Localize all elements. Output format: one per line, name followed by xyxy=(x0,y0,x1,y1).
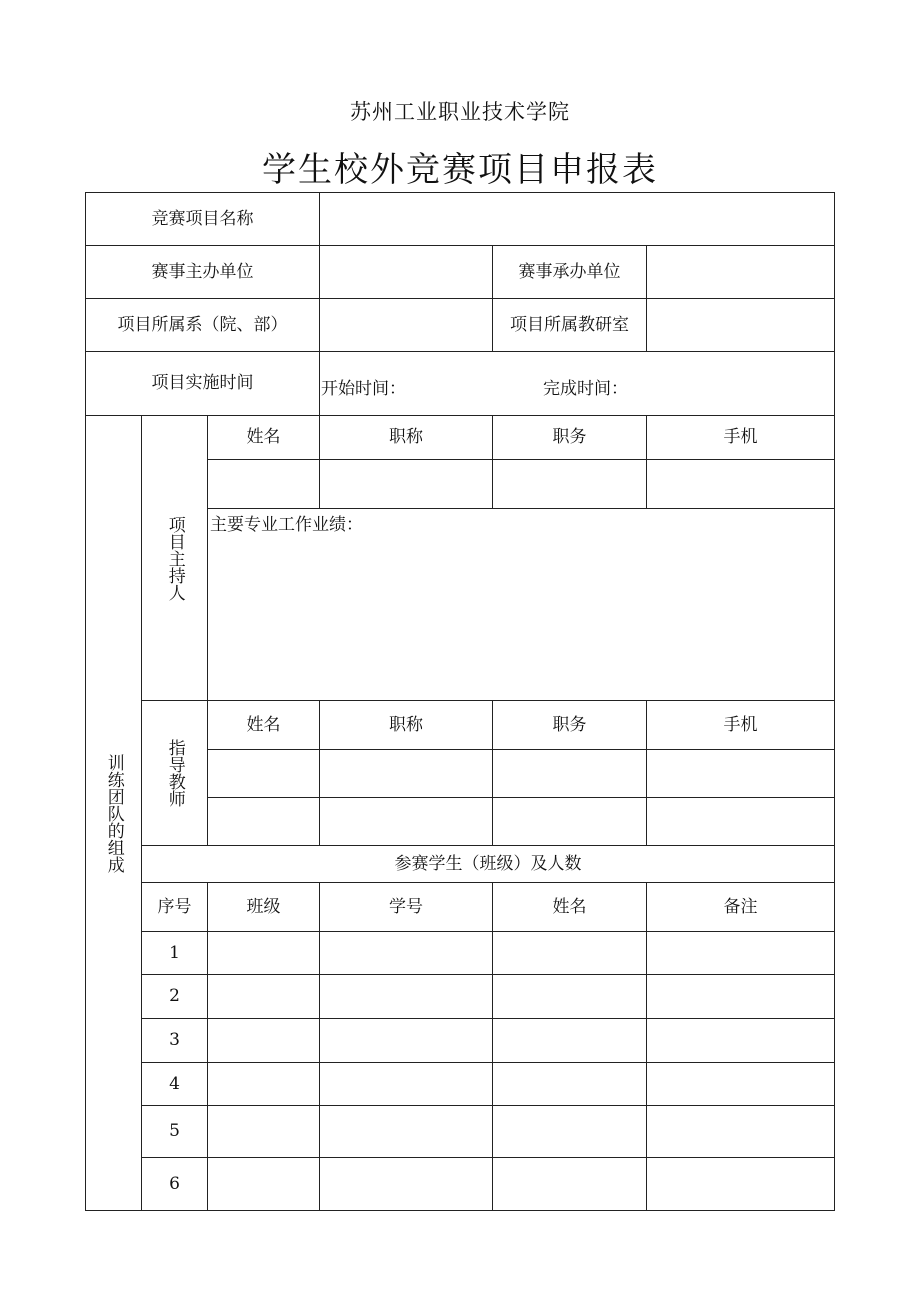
office-field[interactable] xyxy=(646,298,835,352)
advisor2-position-field[interactable] xyxy=(492,797,647,846)
student-row-2-id[interactable] xyxy=(319,974,493,1019)
advisor-header-position: 职务 xyxy=(492,700,647,750)
student-row-3-id[interactable] xyxy=(319,1018,493,1063)
form-title: 学生校外竞赛项目申报表 xyxy=(262,150,658,190)
leader-label: 项目主持人 xyxy=(164,515,185,601)
student-row-2-class[interactable] xyxy=(207,974,320,1019)
project-name-field[interactable] xyxy=(319,192,835,246)
student-row-5-id[interactable] xyxy=(319,1105,493,1158)
leader-header-title: 职称 xyxy=(319,415,493,460)
student-row-1-no: 1 xyxy=(141,931,208,975)
student-row-2-name[interactable] xyxy=(492,974,647,1019)
organizer-field[interactable] xyxy=(319,245,493,299)
advisor2-name-field[interactable] xyxy=(207,797,320,846)
student-row-4-name[interactable] xyxy=(492,1062,647,1106)
student-row-1-id[interactable] xyxy=(319,931,493,975)
advisor2-title-field[interactable] xyxy=(319,797,493,846)
advisor-header-name: 姓名 xyxy=(207,700,320,750)
advisor1-name-field[interactable] xyxy=(207,749,320,798)
students-header-name: 姓名 xyxy=(492,882,647,932)
leader-header-position: 职务 xyxy=(492,415,647,460)
advisor2-phone-field[interactable] xyxy=(646,797,835,846)
advisor-header-phone: 手机 xyxy=(646,700,835,750)
students-section-label: 参赛学生（班级）及人数 xyxy=(141,845,835,883)
end-time-label: 完成时间： xyxy=(543,379,628,399)
student-row-6-remark[interactable] xyxy=(646,1157,835,1211)
advisor1-title-field[interactable] xyxy=(319,749,493,798)
time-label: 项目实施时间 xyxy=(85,351,320,416)
student-row-3-name[interactable] xyxy=(492,1018,647,1063)
student-row-3-remark[interactable] xyxy=(646,1018,835,1063)
department-field[interactable] xyxy=(319,298,493,352)
student-row-2-no: 2 xyxy=(141,974,208,1019)
student-row-3-no: 3 xyxy=(141,1018,208,1063)
host-label: 赛事承办单位 xyxy=(492,245,647,299)
leader-header-phone: 手机 xyxy=(646,415,835,460)
students-header-no: 序号 xyxy=(141,882,208,932)
team-label: 训练团队的组成 xyxy=(103,753,124,873)
student-row-5-remark[interactable] xyxy=(646,1105,835,1158)
students-header-class: 班级 xyxy=(207,882,320,932)
student-row-4-class[interactable] xyxy=(207,1062,320,1106)
student-row-4-no: 4 xyxy=(141,1062,208,1106)
student-row-6-id[interactable] xyxy=(319,1157,493,1211)
leader-label-cell xyxy=(141,415,208,701)
students-header-id: 学号 xyxy=(319,882,493,932)
student-row-4-remark[interactable] xyxy=(646,1062,835,1106)
student-row-5-name[interactable] xyxy=(492,1105,647,1158)
advisor-header-title: 职称 xyxy=(319,700,493,750)
student-row-6-name[interactable] xyxy=(492,1157,647,1211)
student-row-1-remark[interactable] xyxy=(646,931,835,975)
student-row-6-no: 6 xyxy=(141,1157,208,1211)
leader-title-field[interactable] xyxy=(319,459,493,509)
student-row-5-no: 5 xyxy=(141,1105,208,1158)
leader-achievements-field[interactable] xyxy=(207,508,835,701)
organizer-label: 赛事主办单位 xyxy=(85,245,320,299)
advisor-label-cell xyxy=(141,700,208,846)
advisor1-position-field[interactable] xyxy=(492,749,647,798)
host-field[interactable] xyxy=(646,245,835,299)
student-row-1-class[interactable] xyxy=(207,931,320,975)
office-label: 项目所属教研室 xyxy=(492,298,647,352)
student-row-3-class[interactable] xyxy=(207,1018,320,1063)
leader-position-field[interactable] xyxy=(492,459,647,509)
achievements-label: 主要专业工作业绩： xyxy=(210,515,363,535)
student-row-5-class[interactable] xyxy=(207,1105,320,1158)
leader-header-name: 姓名 xyxy=(207,415,320,460)
leader-phone-field[interactable] xyxy=(646,459,835,509)
advisor-label: 指导教师 xyxy=(164,739,185,807)
department-label: 项目所属系（院、部） xyxy=(85,298,320,352)
student-row-4-id[interactable] xyxy=(319,1062,493,1106)
students-header-remark: 备注 xyxy=(646,882,835,932)
school-name: 苏州工业职业技术学院 xyxy=(350,100,570,124)
team-label-cell xyxy=(85,415,142,1211)
student-row-6-class[interactable] xyxy=(207,1157,320,1211)
leader-name-field[interactable] xyxy=(207,459,320,509)
student-row-1-name[interactable] xyxy=(492,931,647,975)
start-time-label: 开始时间： xyxy=(321,379,406,399)
student-row-2-remark[interactable] xyxy=(646,974,835,1019)
advisor1-phone-field[interactable] xyxy=(646,749,835,798)
project-name-label: 竞赛项目名称 xyxy=(85,192,320,246)
